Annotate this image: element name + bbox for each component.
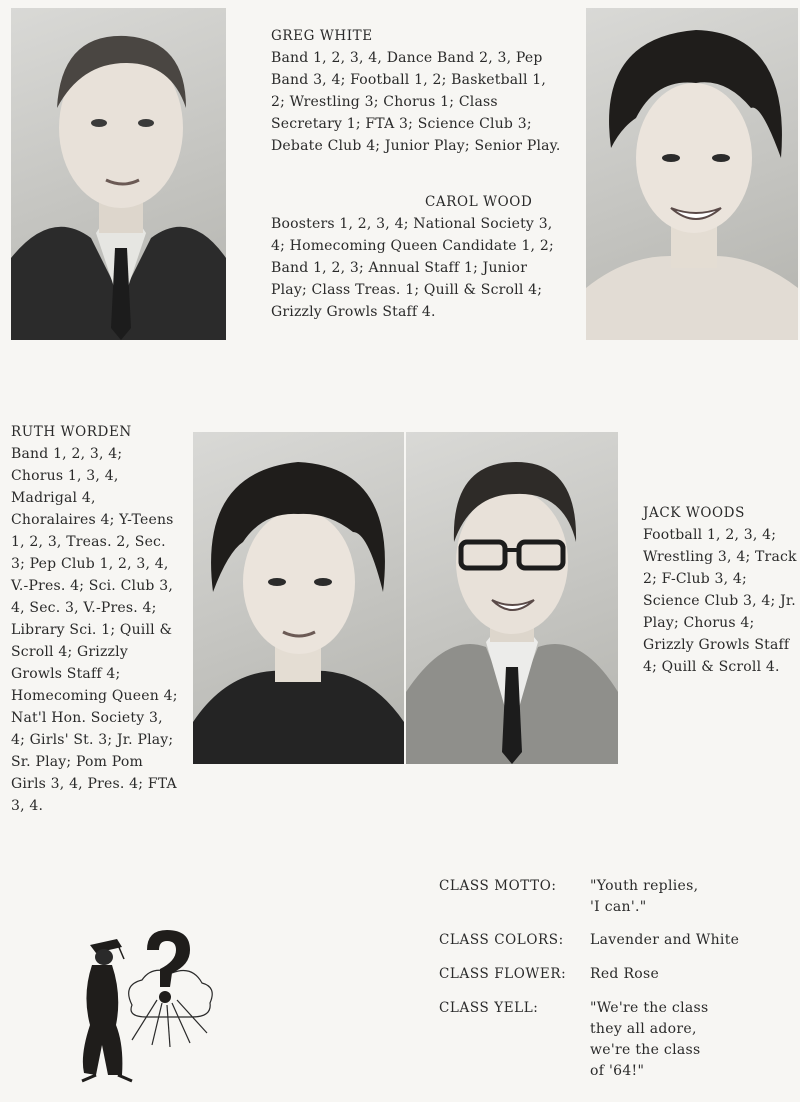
bio-jack-woods	[643, 502, 800, 678]
class-yell-row	[439, 998, 799, 1088]
portrait-girl-icon	[586, 8, 798, 340]
bio-ruth-worden	[11, 421, 179, 817]
student-name: GREG WHITE	[271, 28, 373, 44]
photo-jack-woods	[406, 432, 618, 764]
class-info-label: CLASS FLOWER:	[439, 966, 567, 982]
student-name: JACK WOODS	[643, 505, 745, 521]
class-info-label: CLASS COLORS:	[439, 932, 564, 948]
portrait-boy-icon	[11, 8, 226, 340]
class-info-value: "We're the class they all adore, we're the class of '64!"	[590, 1000, 709, 1079]
student-activities: Band 1, 2, 3, 4, Dance Band 2, 3, Pep Band 3, 4; Football 1, 2; Basketball 1, 2; Wrestling 3; Chorus 1; Class Secretary 1; FTA 3; Science Club 3; Debate Club 4; Junior Play; Senior Play.	[271, 50, 561, 154]
student-activities: Boosters 1, 2, 3, 4; National Society 3, 4; Homecoming Queen Candidate 1, 2; Band 1, 2, 3; Annual Staff 1; Junior Play; Class Treas. 1; Quill & Scroll 4; Grizzly Growls Staff 4.	[271, 216, 554, 320]
class-flower-row	[439, 964, 799, 986]
class-colors-row	[439, 930, 799, 952]
graduate-illustration	[62, 925, 222, 1085]
class-info-value: "Youth replies, 'I can'."	[590, 878, 699, 915]
photo-carol-wood	[586, 8, 798, 340]
class-info-label: CLASS YELL:	[439, 1000, 539, 1016]
class-info-label: CLASS MOTTO:	[439, 878, 557, 894]
class-info-value: Red Rose	[590, 966, 660, 982]
photo-ruth-worden	[193, 432, 404, 764]
student-activities: Band 1, 2, 3, 4; Chorus 1, 3, 4, Madrigal 4, Choralaires 4; Y-Teens 1, 2, 3, Treas. 2, Sec. 3; Pep Club 1, 2, 3, 4, V.-Pres. 4; Sci. Club 3, 4, Sec. 3, V.-Pres. 4; Library Sci. 1; Quill & Scroll 4; Grizzly Growls Staff 4; Homecoming Queen 4; Nat'l Hon. Society 3, 4; Girls' St. 3; Jr. Play; Sr. Play; Pom Pom Girls 3, 4, Pres. 4; FTA 3, 4.	[11, 446, 178, 814]
class-motto-row	[439, 876, 799, 921]
photo-greg-white	[11, 8, 226, 340]
student-name: CAROL WOOD	[425, 194, 533, 210]
bio-greg-white	[271, 25, 563, 157]
bio-carol-wood	[271, 191, 556, 323]
graduate-question-mark-icon	[62, 925, 222, 1085]
portrait-girl-icon	[193, 432, 404, 764]
portrait-boy-glasses-icon	[406, 432, 618, 764]
student-activities: Football 1, 2, 3, 4; Wrestling 3, 4; Track 2; F-Club 3, 4; Science Club 3, 4; Jr. Play; Chorus 4; Grizzly Growls Staff 4; Quill & Scroll 4.	[643, 527, 797, 675]
class-info-value: Lavender and White	[590, 932, 740, 948]
student-name: RUTH WORDEN	[11, 424, 132, 440]
